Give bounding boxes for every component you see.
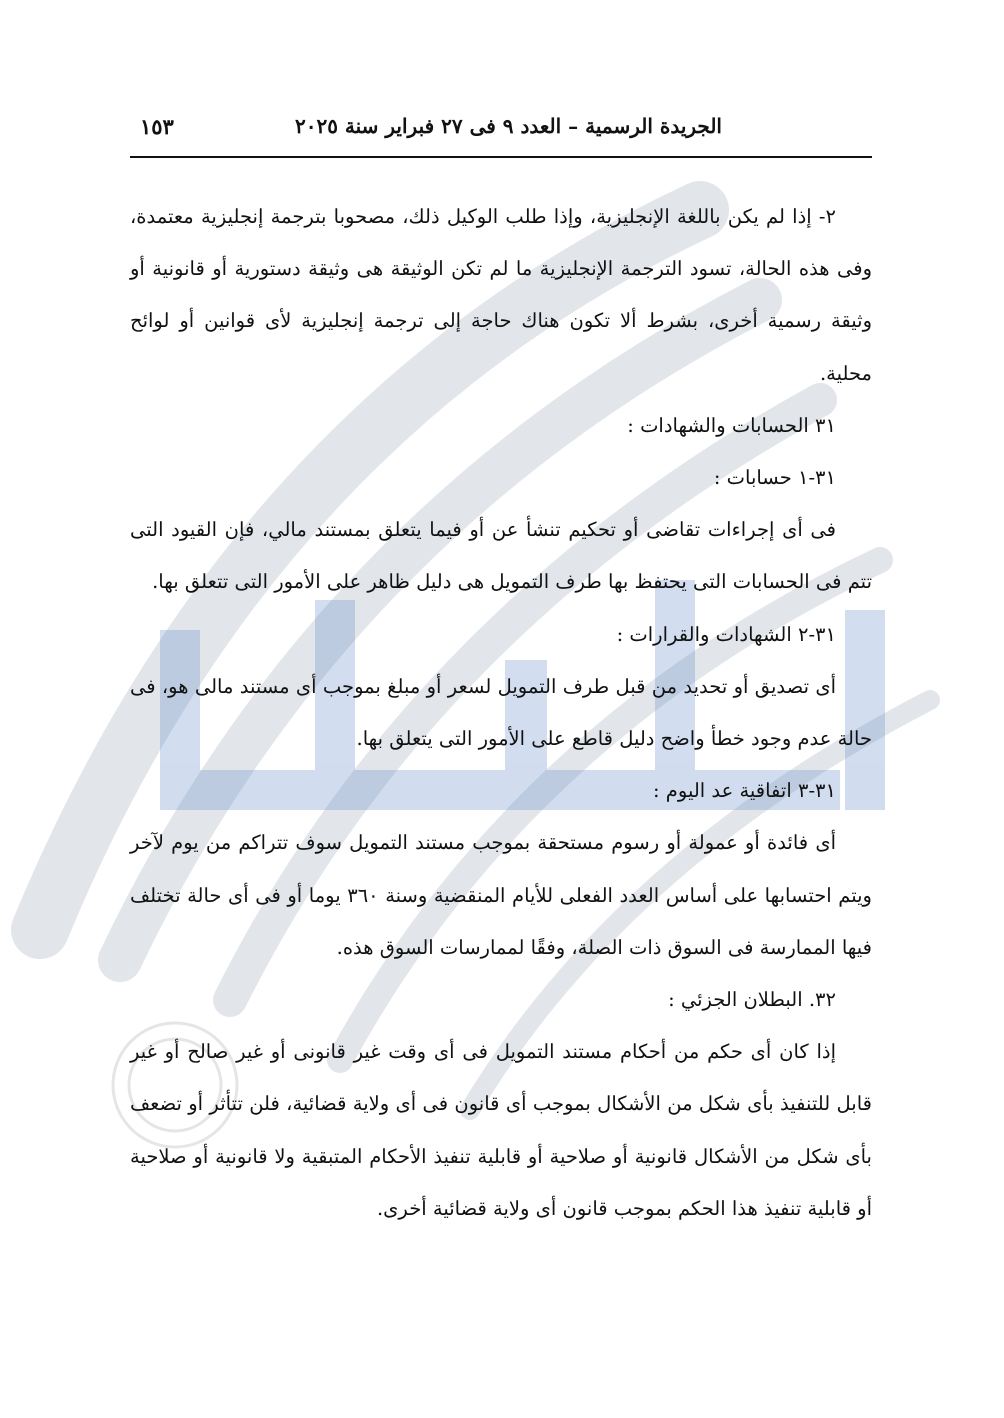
page-number: ١٥٣: [140, 114, 174, 139]
page-header: [130, 108, 872, 158]
heading-section-31: ٣١ الحسابات والشهادات :: [627, 413, 836, 437]
paragraph-section-31-2: أى تصديق أو تحديد من قبل طرف التمويل لسعر أو مبلغ بموجب أى مستند مالى هو، فى حالة عدم وجود خطأ واضح دليل قاطع على الأمور التى يتعلق بها.: [130, 674, 872, 751]
gazette-page: [130, 108, 872, 1235]
heading-section-31-3: ٣١-٣ اتفاقية عد اليوم :: [653, 779, 836, 803]
paragraph-section-32: إذا كان أى حكم من أحكام مستند التمويل فى أى وقت غير قانونى أو غير صالح أو غير قابل للتنفيذ بأى شكل من الأشكال بموجب أى قانون فى أى ولاية قضائية، فلن تتأثر أو تضعف بأى شكل من الأشكال قانونية أو صلاحية أو قابلية تنفيذ الأحكام المتبقية ولا قانونية أو صلاحية أو قابلية تنفيذ هذا الحكم بموجب قانون أى ولاية قضائية أخرى.: [130, 1040, 872, 1220]
paragraph-clause-2: ٢- إذا لم يكن باللغة الإنجليزية، وإذا طلب الوكيل ذلك، مصحوبا بترجمة إنجليزية معتمدة، وفى هذه الحالة، تسود الترجمة الإنجليزية ما لم تكن الوثيقة هى وثيقة دستورية أو قانونية أو وثيقة رسمية أخرى، بشرط ألا تكون هناك حاجة إلى ترجمة إنجليزية لأى قوانين أو لوائح محلية.: [130, 205, 872, 385]
heading-section-31-2: ٣١-٢ الشهادات والقرارات :: [616, 622, 836, 646]
heading-section-31-1: ٣١-١ حسابات :: [713, 466, 836, 490]
gazette-title: الجريدة الرسمية – العدد ٩ فى ٢٧ فبراير سنة ٢٠٢٥: [294, 114, 722, 138]
paragraph-section-31-1: فى أى إجراءات تقاضى أو تحكيم تنشأ عن أو فيما يتعلق بمستند مالي، فإن القيود التى تتم فى الحسابات التى يحتفظ بها طرف التمويل هى دليل ظاهر على الأمور التى تتعلق بها.: [130, 518, 872, 594]
heading-section-32: ٣٢. البطلان الجزئي :: [668, 988, 836, 1012]
page-body: [130, 191, 872, 1235]
paragraph-section-31-3: أى فائدة أو عمولة أو رسوم مستحقة بموجب مستند التمويل سوف تتراكم من يوم لآخر ويتم احتسابها على أساس العدد الفعلى للأيام المنقضية وسنة ٣٦٠ يوما أو فى أى حالة تختلف فيها الممارسة فى السوق ذات الصلة، وفقًا لممارسات السوق هذه.: [130, 831, 872, 959]
